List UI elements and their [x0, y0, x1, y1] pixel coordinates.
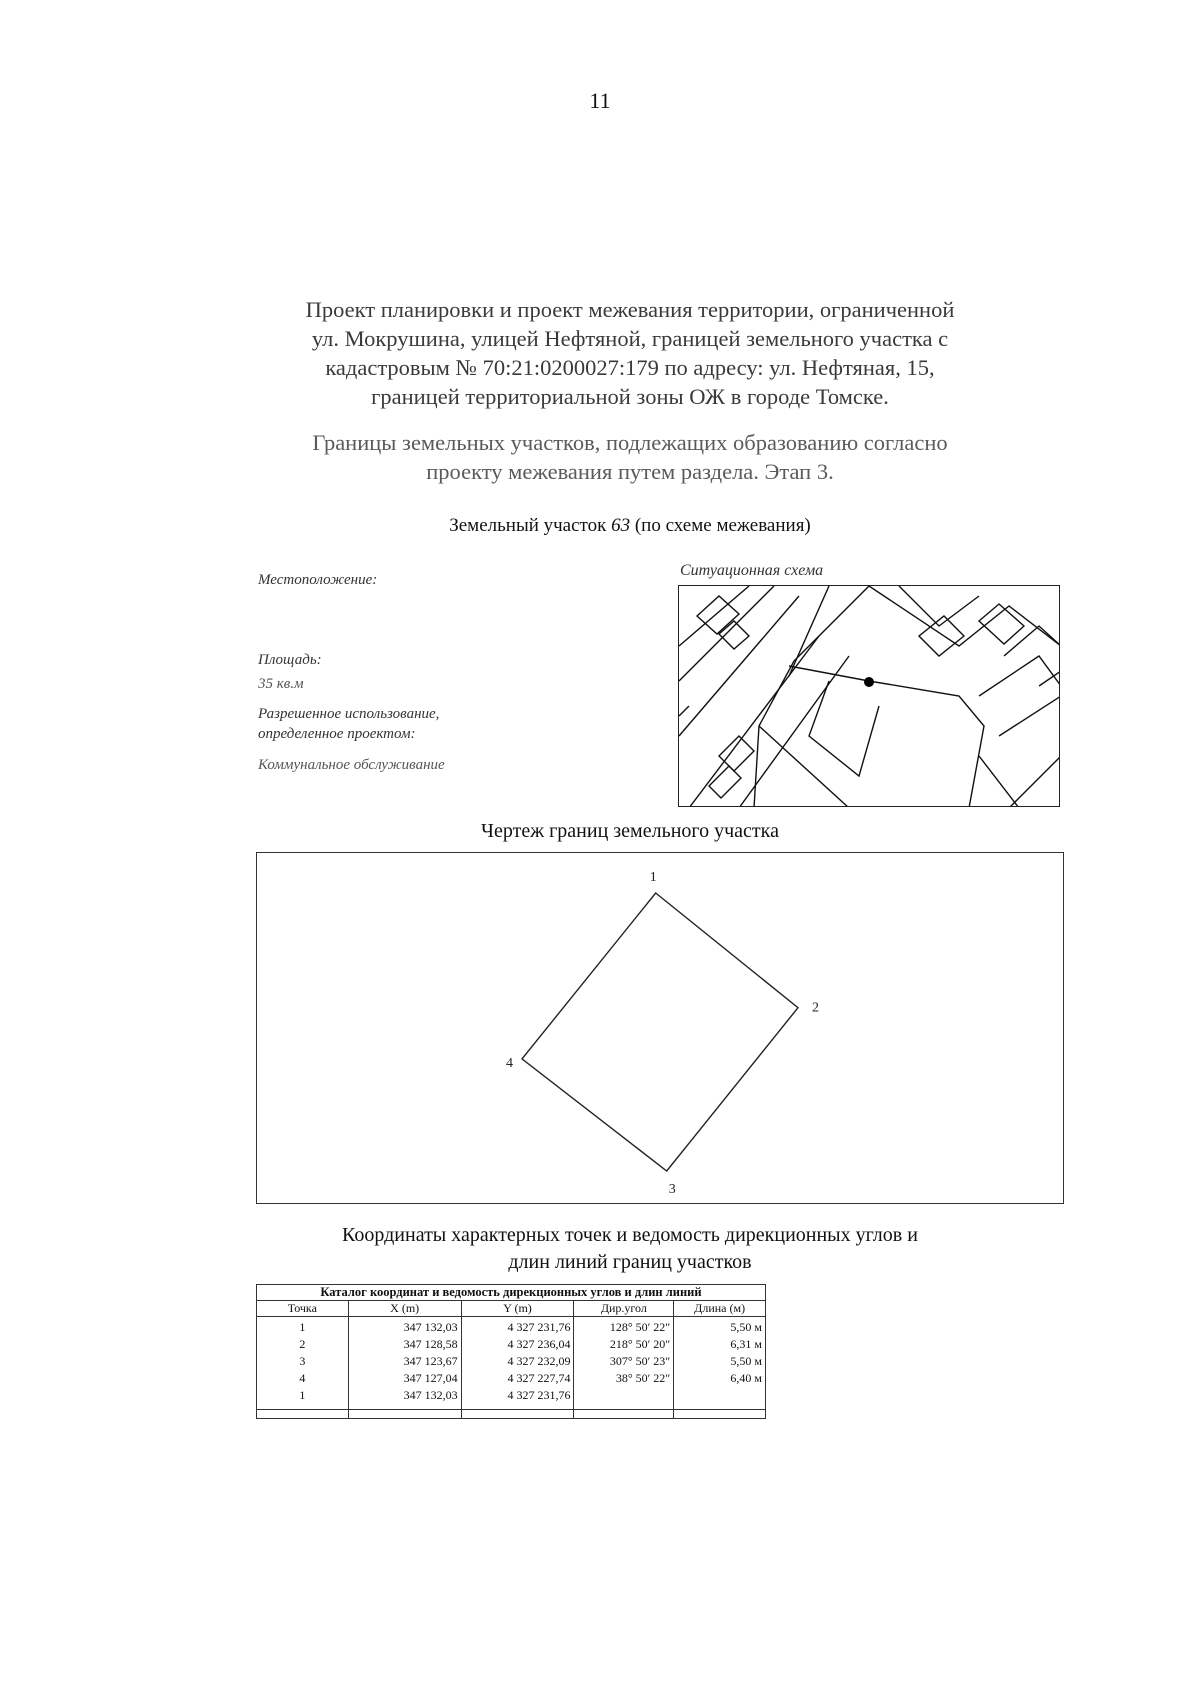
- title-line: ул. Мокрушина, улицей Нефтяной, границей земельного участка с: [311, 326, 949, 351]
- document-title: [230, 295, 1030, 411]
- angle-value: 128° 50′ 22″: [609, 1320, 671, 1334]
- header-length: Длина (м): [674, 1301, 766, 1317]
- use-value: Коммунальное обслуживание: [258, 757, 445, 773]
- subtitle-line: проекту межевания путем раздела. Этап 3.: [426, 459, 834, 484]
- x-value: 347 132,03: [403, 1388, 458, 1402]
- vertex-label: 2: [812, 1000, 819, 1016]
- header-y: Y (m): [461, 1301, 574, 1317]
- y-value: 4 327 231,76: [507, 1388, 571, 1402]
- vertex-label: 1: [649, 870, 657, 885]
- document-subtitle: [230, 428, 1030, 486]
- parcel-prefix: Земельный участок: [449, 515, 612, 536]
- length-column: [674, 1317, 766, 1410]
- location-label: Местоположение:: [258, 572, 378, 588]
- header-angle: Дир.угол: [574, 1301, 674, 1317]
- x-value: 347 128,58: [403, 1337, 458, 1351]
- coordinates-title-line: Координаты характерных точек и ведомость дирекционных углов и: [342, 1224, 918, 1246]
- parcel-boundary: [522, 893, 798, 1171]
- empty-cell: [574, 1410, 674, 1419]
- y-value: 4 327 236,04: [507, 1337, 571, 1351]
- y-value: 4 327 227,74: [507, 1371, 571, 1385]
- area-label: Площадь:: [258, 652, 322, 668]
- parcel-number: 63: [611, 515, 631, 536]
- angle-value: 38° 50′ 22″: [615, 1371, 671, 1385]
- x-value: 347 127,04: [403, 1371, 458, 1385]
- points-column: [257, 1317, 349, 1410]
- empty-cell: [257, 1410, 349, 1419]
- vertex-label: 3: [668, 1182, 676, 1197]
- subtitle-line: Границы земельных участков, подлежащих образованию согласно: [312, 430, 948, 455]
- x-column: [348, 1317, 461, 1410]
- situation-label: Ситуационная схема: [680, 562, 824, 579]
- area-value: 35 кв.м: [258, 676, 304, 692]
- boundary-drawing-svg: [257, 853, 1063, 1203]
- length-value: 6,40 м: [730, 1371, 762, 1385]
- angle-column: [574, 1317, 674, 1410]
- use-label: определенное проектом:: [258, 726, 416, 742]
- title-line: границей территориальной зоны ОЖ в городе Томске.: [371, 384, 889, 409]
- coordinates-title-line: длин линий границ участков: [508, 1251, 752, 1273]
- situation-map: [678, 585, 1060, 807]
- drawing-title: Чертеж границ земельного участка: [481, 820, 779, 842]
- point-label: 1: [299, 1320, 306, 1334]
- point-label: 2: [299, 1337, 306, 1351]
- boundary-drawing: [256, 852, 1064, 1204]
- coordinates-title: [230, 1222, 1030, 1276]
- coordinates-table: [256, 1284, 766, 1419]
- y-value: 4 327 232,09: [507, 1354, 571, 1368]
- empty-cell: [674, 1410, 766, 1419]
- point-label: 3: [299, 1354, 306, 1368]
- point-label: 4: [299, 1371, 306, 1385]
- situation-map-drawing: [679, 586, 1060, 807]
- y-column: [461, 1317, 574, 1410]
- parcel-suffix: (по схеме межевания): [630, 515, 811, 536]
- table-row: [257, 1410, 766, 1419]
- title-line: Проект планировки и проект межевания территории, ограниченной: [305, 297, 955, 322]
- use-label: Разрешенное использование,: [258, 706, 440, 722]
- empty-cell: [461, 1410, 574, 1419]
- length-value: 6,31 м: [730, 1337, 762, 1351]
- header-point: Точка: [257, 1301, 349, 1317]
- angle-value: 307° 50′ 23″: [609, 1354, 671, 1368]
- table-caption: Каталог координат и ведомость дирекционных углов и длин линий: [257, 1285, 766, 1301]
- point-label: 1: [299, 1388, 306, 1402]
- header-x: X (m): [348, 1301, 461, 1317]
- length-value: 5,50 м: [730, 1354, 762, 1368]
- y-value: 4 327 231,76: [507, 1320, 571, 1334]
- length-value: 5,50 м: [730, 1320, 762, 1334]
- vertex-label: 4: [506, 1055, 513, 1071]
- parcel-heading: [230, 515, 1030, 537]
- page-number: 11: [589, 88, 611, 113]
- empty-cell: [348, 1410, 461, 1419]
- x-value: 347 132,03: [403, 1320, 458, 1334]
- angle-value: 218° 50′ 20″: [609, 1337, 671, 1351]
- title-line: кадастровым № 70:21:0200027:179 по адресу: ул. Нефтяная, 15,: [325, 355, 935, 380]
- x-value: 347 123,67: [403, 1354, 458, 1368]
